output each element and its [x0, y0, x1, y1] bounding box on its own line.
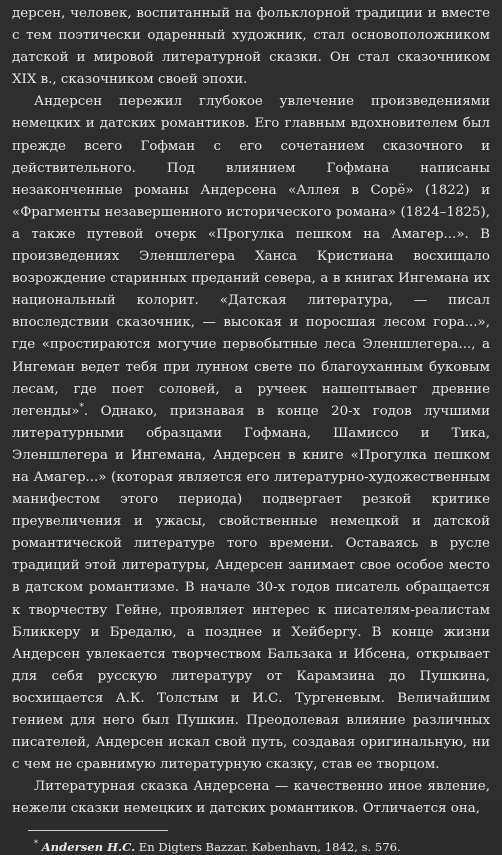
footnote-divider: [28, 830, 168, 831]
footnote: [34, 839, 490, 855]
footnote-citation: En Digters Bazzar. København, 1842, s. 576.: [135, 840, 401, 855]
paragraph-3: [12, 776, 490, 820]
paragraph-1: [12, 3, 490, 91]
paragraph-3-text: Литературная сказка Андерсена — качественно иное явление, нежели сказки немецких и датских романтиков. Отличается она,: [12, 779, 490, 817]
paragraph-2-text: Андерсен пережил глубокое увлечение произведениями немецких и датских романтиков. Его главным вдохновителем был прежде всего Гофман с его сочетанием сказочного и действительного. Под влиянием Гофмана написаны незаконченные романы Андерсена «Аллея в Сорё» (1822) и «Фрагменты незавершенного исторического романа» (1824–1825), а также путевой очерк «Прогулка пешком на Амагер...». В произведениях Эленшлегера Ханса Кристиана восхищало возрождение старинных преданий севера, а в книгах Ингемана их национальный колорит. «Датская литература, — писал впоследствии сказочник, — высокая и поросшая лесом гора...», где «простираются могучие первобытные леса Эленшлегера..., а Ингеман ведет тебя при лунном свете по благоуханным буковым лесам, где поет соловей, а ручеек нашептывает древние легенды»: [12, 94, 490, 419]
paragraph-1-text: дерсен, человек, воспитанный на фольклорной традиции и вместе с тем поэтически одаренный художник, стал основоположником датской и мировой литературной сказки. Он стал сказочником XIX в., сказочником своей эпохи.: [12, 6, 490, 88]
paragraph-2: [12, 91, 490, 776]
footnote-mark: *: [34, 839, 38, 849]
footnote-reference-mark[interactable]: *: [79, 402, 84, 413]
paragraph-2-text-continued: . Однако, признавая в конце 20-х годов лучшими литературными образцами Гофмана, Шамиссо и Тика, Эленшлегера и Ингемана, Андерсен в книге «Прогулка пешком на Амагер...» (которая является его литературно-художественным манифестом этого периода) подвергает резкой критике преувеличения и ужасы, свойственные немецкой и датской романтической литературе того времени. Оставаясь в русле традиций этой литературы, Андерсен занимает свое особое место в датском романтизме. В начале 30-х годов писатель обращается к творчеству Гейне, проявляет интерес к писателям-реалистам Бликкеру и Бредалю, а позднее и Хейбергу. В конце жизни Андерсен увлекается творчеством Бальзака и Ибсена, открывает для себя русскую литературу от Карамзина до Пушкина, восхищается А.К. Толстым и И.С. Тургеневым. Величайшим гением для него был Пушкин. Преодолевая влияние различных писателей, Андерсен искал свой путь, создавая оригинальную, ни с чем не сравнимую литературную сказку, став ее творцом.: [12, 403, 490, 773]
footnote-author: Andersen H.C.: [41, 840, 136, 855]
